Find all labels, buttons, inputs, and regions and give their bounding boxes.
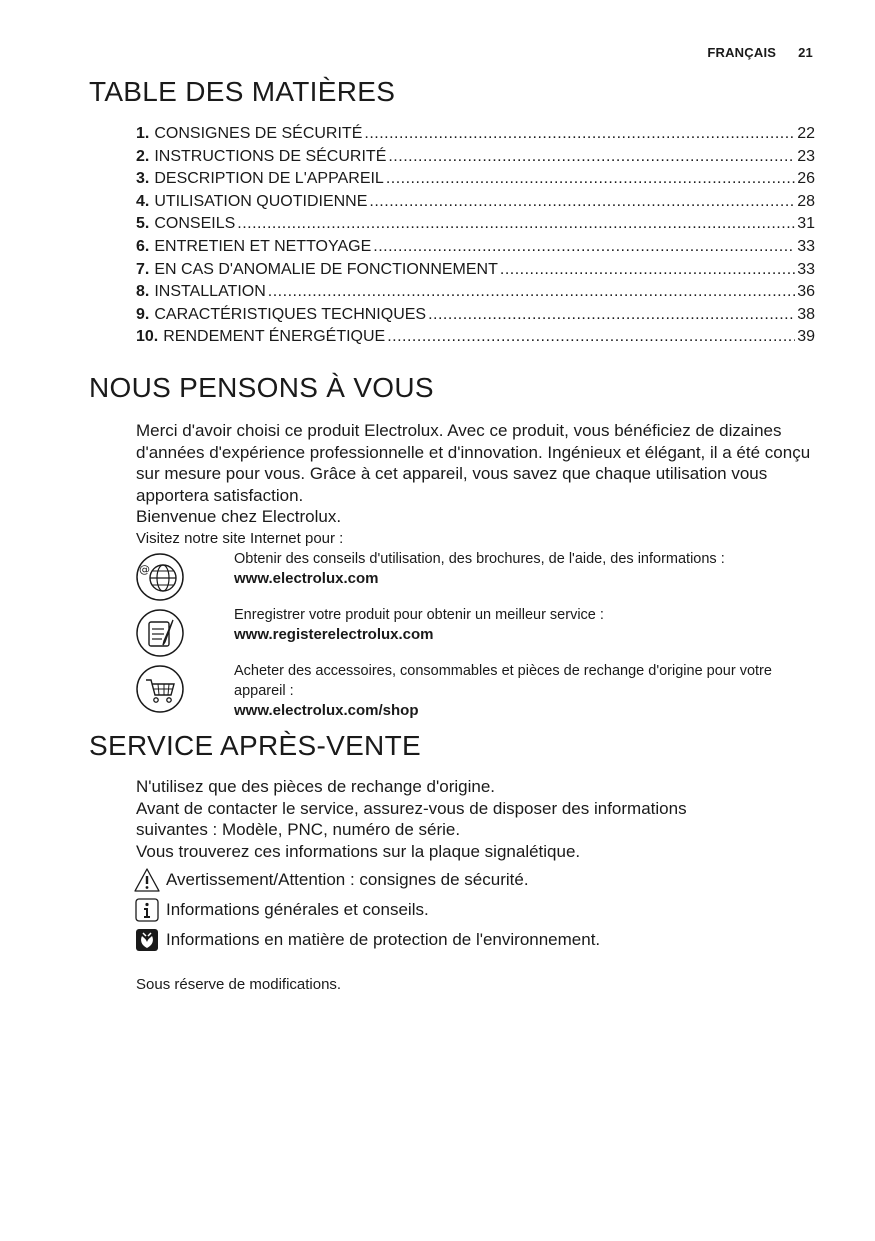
- toc-entry-page: 36: [797, 283, 815, 301]
- welcome-line: Bienvenue chez Electrolux.: [136, 507, 342, 526]
- toc-entry-number: 1.: [136, 125, 150, 142]
- toc-leader-dots: [268, 281, 795, 304]
- toc-leader-dots: [373, 236, 795, 259]
- page-header: [707, 45, 813, 60]
- toc-entry-page: 23: [797, 147, 815, 165]
- table-of-contents: [136, 123, 815, 349]
- toc-entry-page: 28: [797, 192, 815, 210]
- service-line: Avant de contacter le service, assurez-vous de disposer des informations suivantes : Modèle, PNC, numéro de série.: [136, 798, 687, 839]
- toc-entry-number: 9.: [136, 305, 150, 323]
- toc-entry-label: UTILISATION QUOTIDIENNE: [154, 192, 368, 210]
- toc-entry-page: 38: [797, 305, 815, 323]
- service-line: Vous trouverez ces informations sur la plaque signalétique.: [136, 841, 581, 861]
- modifications-note: Sous réserve de modifications.: [136, 976, 342, 993]
- toc-leader-dots: [237, 213, 795, 236]
- toc-entry-number: 6.: [136, 237, 150, 255]
- link-url[interactable]: www.electrolux.com: [234, 570, 379, 587]
- toc-entry-label: RENDEMENT ÉNERGÉTIQUE: [163, 328, 386, 346]
- section-title-thinking: NOUS PENSONS À VOUS: [89, 372, 434, 403]
- toc-entry-5[interactable]: [136, 213, 815, 236]
- link-description: Obtenir des conseils d'utilisation, des brochures, de l'aide, des informations :: [234, 551, 725, 567]
- toc-entry-label: INSTRUCTIONS DE SÉCURITÉ: [154, 147, 387, 165]
- intro-paragraph: Merci d'avoir choisi ce produit Electrolux. Avec ce produit, vous bénéficiez de dizaines d'années d'expérience professionnelle et d'innovation. Ingénieux et élégant, il a été conçu sur mesure pour vous. Grâce à cet appareil, vous savez que chaque utilisation vous apportera satisfaction.: [136, 421, 811, 505]
- toc-entry-4[interactable]: [136, 191, 815, 214]
- link-description: Acheter des accessoires, consommables et pièces de rechange d'origine pour votre appareil :: [234, 663, 772, 699]
- toc-entry-number: 5.: [136, 215, 150, 233]
- toc-entry-label: ENTRETIEN ET NETTOYAGE: [154, 237, 372, 255]
- symbol-legend: [133, 865, 833, 955]
- service-text: [136, 776, 826, 862]
- svg-text:@: @: [139, 563, 150, 576]
- toc-entry-number: 4.: [136, 192, 150, 210]
- toc-entry-number: 10.: [136, 328, 159, 346]
- toc-entry-3[interactable]: [136, 168, 815, 191]
- language-label: FRANÇAIS: [707, 45, 777, 60]
- environment-icon: [133, 927, 161, 953]
- toc-leader-dots: [388, 146, 795, 169]
- toc-leader-dots: [500, 259, 795, 282]
- toc-entry-page: 39: [797, 328, 815, 346]
- legend-item-info: [133, 895, 833, 925]
- toc-entry-page: 33: [797, 237, 815, 255]
- toc-leader-dots: [364, 123, 795, 146]
- toc-entry-page: 26: [797, 170, 815, 188]
- register-icon: [135, 608, 185, 658]
- toc-leader-dots: [369, 191, 795, 214]
- toc-leader-dots: [387, 326, 795, 349]
- toc-entry-number: 7.: [136, 260, 150, 278]
- legend-item-environment: [133, 925, 833, 955]
- toc-entry-label: CONSIGNES DE SÉCURITÉ: [154, 125, 363, 142]
- globe-icon: [135, 552, 185, 602]
- toc-entry-page: 31: [797, 215, 815, 233]
- toc-entry-8[interactable]: [136, 281, 815, 304]
- toc-title: TABLE DES MATIÈRES: [89, 76, 396, 107]
- page-number: 21: [798, 45, 813, 60]
- toc-entry-2[interactable]: [136, 146, 815, 169]
- legend-item-warning: [133, 865, 833, 895]
- toc-entry-6[interactable]: [136, 236, 815, 259]
- toc-entry-10[interactable]: [136, 326, 815, 349]
- warning-icon: [133, 867, 161, 893]
- toc-entry-7[interactable]: [136, 259, 815, 282]
- section-title-service: SERVICE APRÈS-VENTE: [89, 730, 421, 761]
- intro-text: [136, 420, 826, 549]
- toc-leader-dots: [428, 304, 795, 327]
- shopping-cart-icon: [135, 664, 185, 714]
- service-line: N'utilisez que des pièces de rechange d'origine.: [136, 777, 495, 796]
- visit-line: Visitez notre site Internet pour :: [136, 529, 344, 547]
- toc-entry-label: EN CAS D'ANOMALIE DE FONCTIONNEMENT: [154, 260, 498, 278]
- toc-entry-page: 33: [797, 260, 815, 278]
- toc-entry-number: 2.: [136, 147, 150, 165]
- toc-leader-dots: [386, 168, 795, 191]
- toc-entry-label: CONSEILS: [154, 215, 236, 233]
- toc-entry-label: DESCRIPTION DE L'APPAREIL: [154, 170, 384, 188]
- link-description: Enregistrer votre produit pour obtenir un meilleur service :: [234, 607, 604, 623]
- toc-entry-9[interactable]: [136, 304, 815, 327]
- link-url[interactable]: www.electrolux.com/shop: [234, 702, 419, 719]
- toc-entry-label: INSTALLATION: [154, 283, 266, 301]
- legend-text: Informations générales et conseils.: [166, 900, 429, 919]
- legend-text: Informations en matière de protection de l'environnement.: [166, 930, 601, 949]
- link-url[interactable]: www.registerelectrolux.com: [234, 626, 434, 643]
- info-icon: [133, 897, 161, 923]
- toc-entry-page: 22: [797, 125, 815, 142]
- toc-entry-number: 3.: [136, 170, 150, 188]
- legend-text: Avertissement/Attention : consignes de sécurité.: [166, 870, 529, 889]
- toc-entry-number: 8.: [136, 283, 150, 301]
- toc-entry-1[interactable]: [136, 123, 815, 146]
- toc-entry-label: CARACTÉRISTIQUES TECHNIQUES: [154, 305, 427, 323]
